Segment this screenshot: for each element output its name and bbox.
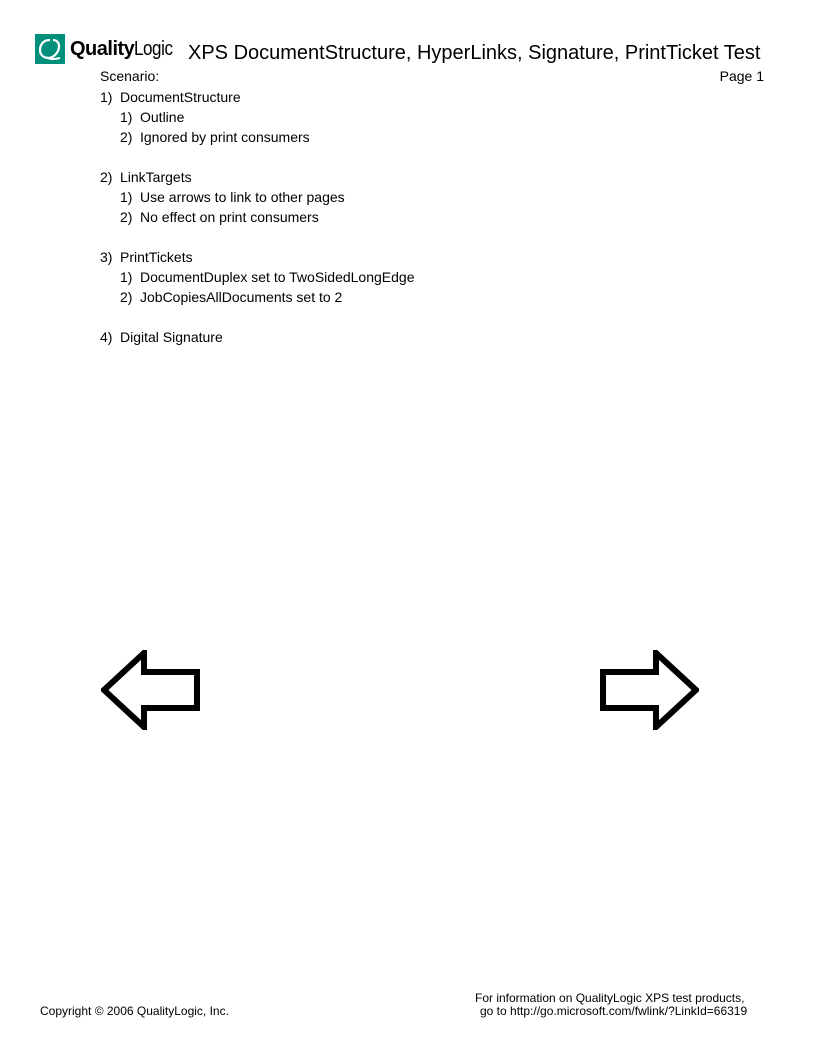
outline-number: 1) — [120, 269, 133, 285]
outline-number: 4) — [100, 329, 113, 345]
outline-label: DocumentStructure — [120, 89, 241, 105]
outline-subitem — [100, 267, 414, 287]
product-info-line: For information on QualityLogic XPS test products, — [475, 991, 745, 1005]
outline-number: 1) — [120, 109, 133, 125]
outline-subitem — [100, 207, 414, 227]
page-number: Page 1 — [719, 68, 764, 84]
outline-section — [100, 327, 414, 347]
outline-section — [100, 247, 414, 307]
outline-number: 1) — [100, 89, 113, 105]
logo-wordmark-bold: Quality — [70, 38, 135, 60]
left-arrow-icon[interactable] — [101, 650, 201, 730]
copyright-notice: Copyright © 2006 QualityLogic, Inc. — [40, 1004, 229, 1018]
outline-label: No effect on print consumers — [140, 209, 319, 225]
outline-label: LinkTargets — [120, 169, 192, 185]
outline-label: Use arrows to link to other pages — [140, 189, 345, 205]
qualitylogic-logo — [35, 34, 180, 64]
right-arrow-icon[interactable] — [599, 650, 699, 730]
outline-subitem — [100, 187, 414, 207]
outline-section-heading — [100, 87, 414, 107]
previous-page-link[interactable] — [101, 650, 201, 730]
outline-label: Ignored by print consumers — [140, 129, 310, 145]
product-info — [475, 992, 747, 1018]
outline-section-heading — [100, 327, 414, 347]
qualitylogic-q-icon — [35, 34, 65, 64]
outline-label: JobCopiesAllDocuments set to 2 — [140, 289, 343, 305]
logo-wordmark — [70, 34, 180, 64]
outline-number: 1) — [120, 189, 133, 205]
outline-section-heading — [100, 247, 414, 267]
outline-section-heading — [100, 167, 414, 187]
outline-subitem — [100, 127, 414, 147]
outline-number: 2) — [100, 169, 113, 185]
outline-label: Digital Signature — [120, 329, 223, 345]
outline-section — [100, 87, 414, 147]
outline-number: 3) — [100, 249, 113, 265]
outline-section — [100, 167, 414, 227]
logo-wordmark-light: Logic — [134, 38, 173, 60]
document-title: XPS DocumentStructure, HyperLinks, Signature, PrintTicket Test — [188, 42, 761, 64]
product-info-link[interactable]: go to http://go.microsoft.com/fwlink/?LinkId=66319 — [480, 1004, 748, 1018]
outline-number: 2) — [120, 129, 133, 145]
scenario-label: Scenario: — [100, 68, 160, 84]
outline-label: Outline — [140, 109, 185, 125]
outline-label: DocumentDuplex set to TwoSidedLongEdge — [140, 269, 415, 285]
outline-subitem — [100, 287, 414, 307]
page-header — [35, 34, 775, 66]
scenario-outline — [100, 87, 414, 367]
outline-number: 2) — [120, 289, 133, 305]
outline-number: 2) — [120, 209, 133, 225]
next-page-link[interactable] — [599, 650, 699, 730]
outline-subitem — [100, 107, 414, 127]
outline-label: PrintTickets — [120, 249, 193, 265]
